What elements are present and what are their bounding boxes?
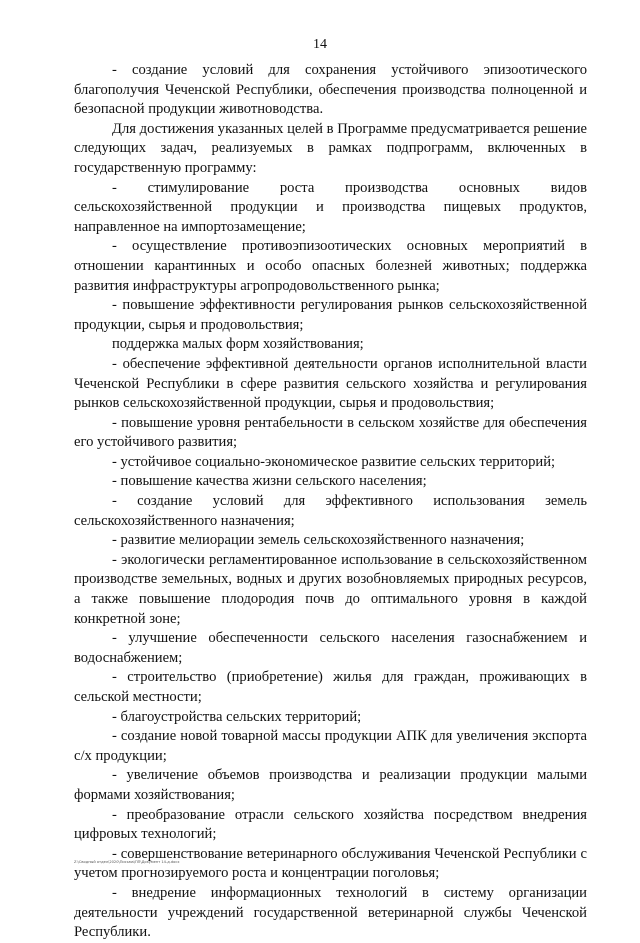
paragraph: - создание условий для эффективного использования земель сельскохозяйственного назначения; (74, 493, 587, 529)
paragraph: - внедрение информационных технологий в систему организации деятельности учреждений государственной ветеринарной службы Чеченской Республики. (74, 884, 587, 941)
paragraph: - создание новой товарной массы продукции АПК для увеличения экспорта с/х продукции; (74, 728, 587, 764)
paragraph: - повышение уровня рентабельности в сельском хозяйстве для обеспечения его устойчивого развития; (74, 414, 587, 451)
document-body (74, 61, 587, 943)
paragraph: - совершенствование ветеринарного обслуживания Чеченской Республики с учетом прогнозируемого роста и концентрации поголовья; (74, 845, 587, 882)
paragraph: Для достижения указанных целей в Программе предусматривается решение следующих задач, реализуемых в рамках подпрограмм, включенных в государственную программу: (74, 120, 587, 176)
paragraph: - благоустройства сельских территорий; (112, 708, 362, 725)
paragraph: - повышение качества жизни сельского населения; (112, 473, 427, 490)
paragraph: поддержка малых форм хозяйствования; (112, 336, 364, 353)
paragraph: - стимулирование роста производства основных видов сельскохозяйственной продукции и производства пищевых продуктов, направленное на импортозамещение; (74, 179, 587, 235)
paragraph: - увеличение объемов производства и реализации продукции малыми формами хозяйствования; (74, 767, 587, 803)
paragraph: - преобразование отрасли сельского хозяйства посредством внедрения цифровых технологий; (74, 806, 587, 843)
page-number: 14 (313, 37, 327, 52)
paragraph: - улучшение обеспеченности сельского населения газоснабжением и водоснабжением; (74, 630, 587, 666)
paragraph: - повышение эффективности регулирования рынков сельскохозяйственной продукции, сырья и продовольствия; (74, 297, 587, 333)
paragraph: - устойчивое социально-экономическое развитие сельских территорий; (112, 453, 556, 470)
paragraph: - строительство (приобретение) жилья для граждан, проживающих в сельской местности; (74, 669, 587, 705)
paragraph: - экологически регламентированное использование в сельскохозяйственном производстве земельных, водных и других возобновляемых природных ресурсов, а также повышение плодородия почв до оптимального уровня в каждой конкретной зоне; (74, 551, 587, 627)
footer-file-path: Z:\Сводный отдел\2020\Письма\ПП\Документ 14-д.docx (74, 860, 180, 864)
paragraph: - создание условий для сохранения устойчивого эпизоотического благополучия Чеченской Республики, обеспечения производства полноценной и безопасной продукции животноводства. (74, 62, 587, 118)
paragraph: - обеспечение эффективной деятельности органов исполнительной власти Чеченской Республики в сфере развития сельского хозяйства и регулирования рынков сельскохозяйственной продукции, сырья и продовольствия; (74, 355, 587, 412)
paragraph: - развитие мелиорации земель сельскохозяйственного назначения; (112, 532, 525, 549)
paragraph: - осуществление противоэпизоотических основных мероприятий в отношении карантинных и особо опасных болезней животных; поддержка развития инфраструктуры агропродовольственного рынка; (74, 238, 587, 294)
